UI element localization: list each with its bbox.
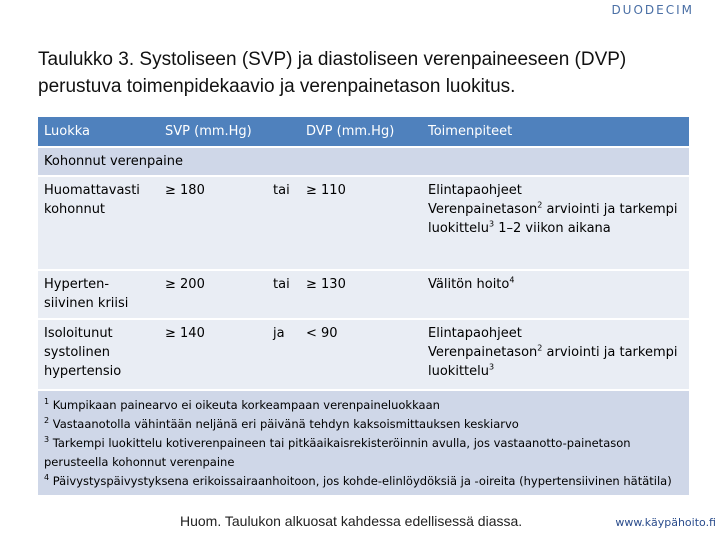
header-toimenpiteet: Toimenpiteet [428,124,513,139]
footnotes [38,391,689,495]
footer-note: Huom. Taulukon alkuosat kahdessa edellisessä diassa. [180,513,523,529]
cell-luokka: Huomattavasti kohonnut [44,183,140,217]
header-luokka: Luokka [44,124,91,139]
header-svp: SVP (mm.Hg) [165,124,252,139]
cell-svp: ≥ 140 [165,326,205,341]
table-row [38,320,689,391]
cell-dvp: ≥ 130 [306,277,346,292]
duodecim-logo: DUODECIM [611,3,694,17]
table-header-row [38,117,689,148]
classification-table [38,117,689,495]
action-line: Elintapaohjeet [428,183,522,198]
footnote: $^3$ Tarkempi luokittelu kotiverenpaineen tai pitkäaikaisrekisteröinnin avulla, jos vastaanotto-painetason perusteella kohonnut verenpaine [44,435,631,469]
table-row [38,271,689,320]
cell-toimenpiteet [422,271,689,318]
cell-toimenpiteet [422,177,689,269]
cell-operator: tai [273,183,290,198]
slide-title: Taulukko 3. Systoliseen (SVP) ja diastoliseen verenpaineeseen (DVP) perustuva toimenpidekaavio ja verenpainetason luokitus. [38,49,627,97]
action-line: Verenpainetason$^2$ arviointi ja tarkempi luokittelu$^3$ [428,343,678,379]
footnote: $^1$ Kumpikaan painearvo ei oikeuta korkeampaan verenpaineluokkaan [44,397,440,412]
header-dvp: DVP (mm.Hg) [306,124,395,139]
action-line: Elintapaohjeet [428,326,522,341]
action-line: Välitön hoito$^4$ [428,275,515,292]
cell-svp: ≥ 200 [165,277,205,292]
header-operator [267,117,300,146]
cell-toimenpiteet [422,320,689,389]
cell-dvp: ≥ 110 [306,183,346,198]
table-row [38,177,689,271]
footnote: $^2$ Vastaanotolla vähintään neljänä eri päivänä tehdyn kaksoismittauksen keskiarvo [44,416,519,431]
section-label: Kohonnut verenpaine [44,154,184,169]
footnote: $^4$ Päivystyspäivystyksena erikoissairaanhoitoon, jos kohde-elinlöydöksiä ja -oireita (hypertensiivinen hätätila) [44,473,672,488]
cell-operator: ja [273,326,285,341]
section-row [38,148,689,177]
site-link[interactable]: www.käypähoito.fi [615,516,716,529]
cell-dvp: < 90 [306,326,338,341]
action-line: Verenpainetason$^2$ arviointi ja tarkempi luokittelu$^3$ 1–2 viikon aikana [428,200,678,236]
cell-luokka: Isoloitunut systolinen hypertensio [44,326,122,379]
cell-svp: ≥ 180 [165,183,205,198]
cell-operator: tai [273,277,290,292]
cell-luokka: Hyperten-siivinen kriisi [44,277,129,311]
